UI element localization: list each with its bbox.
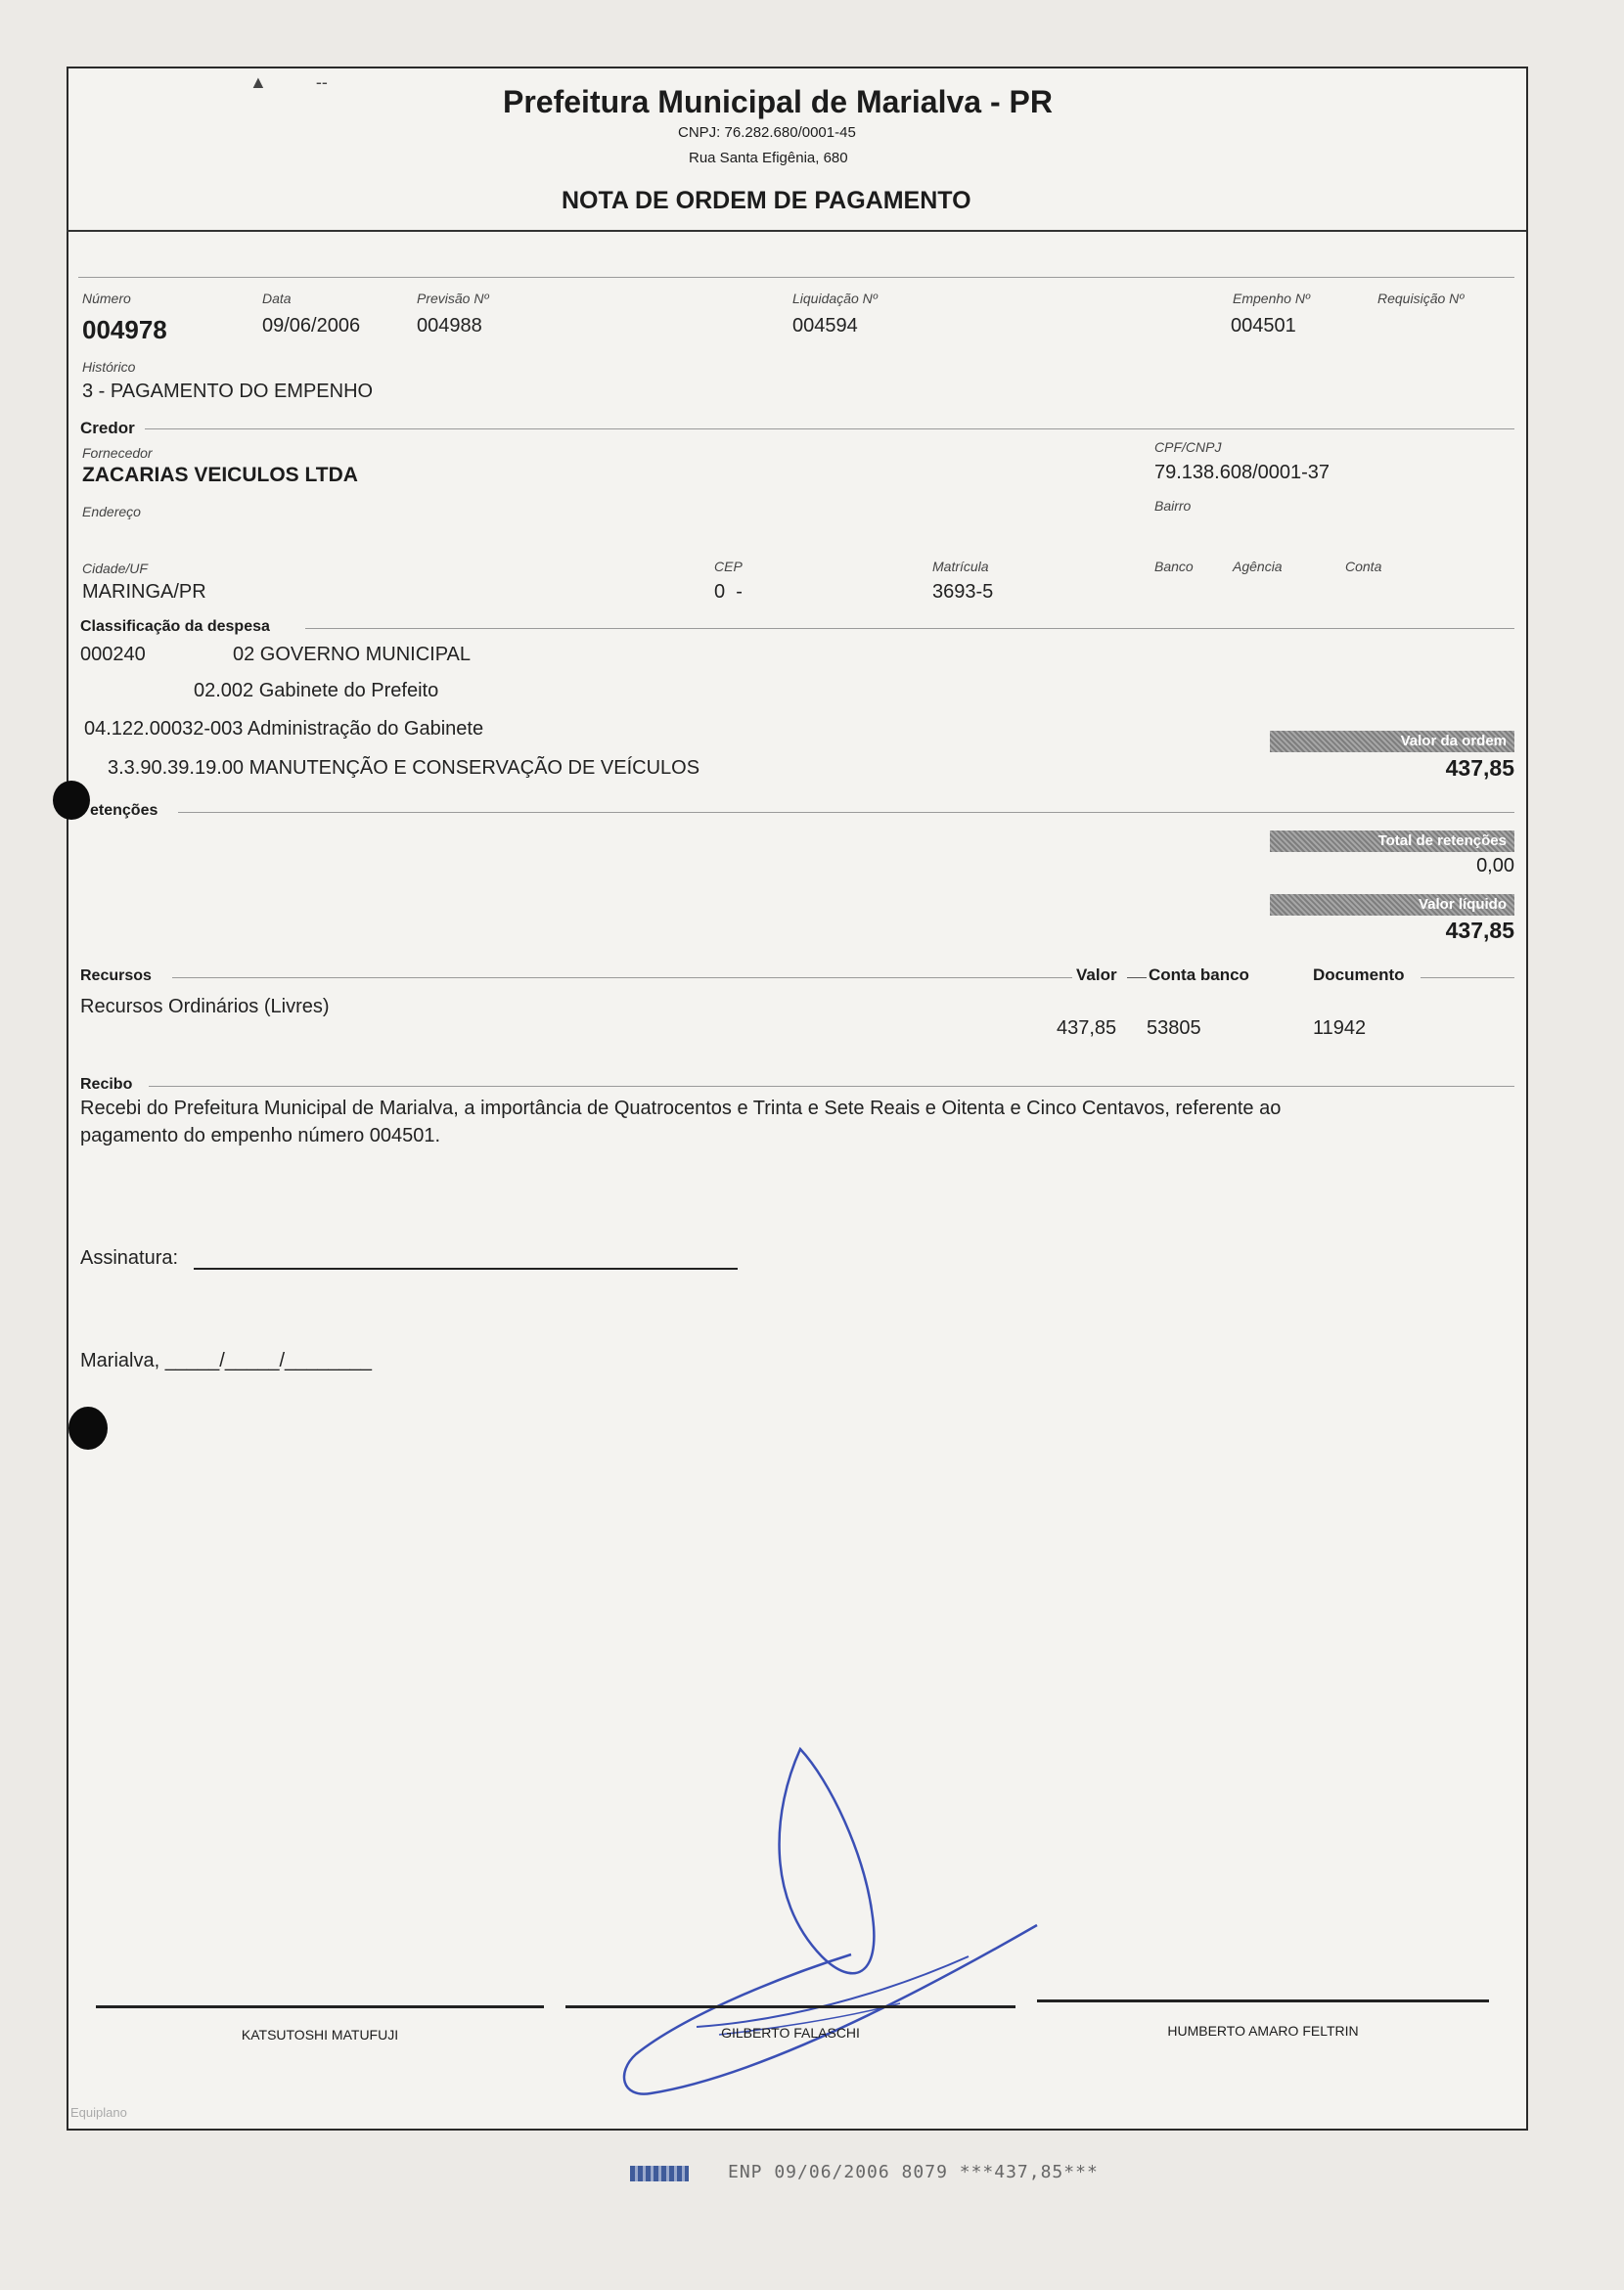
signature-line-1 bbox=[96, 2005, 544, 2008]
punch-hole bbox=[53, 781, 90, 820]
classificacao-elemento: 3.3.90.39.19.00 MANUTENÇÃO E CONSERVAÇÃO DE VEÍCULOS bbox=[108, 757, 700, 779]
bairro-label: Bairro bbox=[1154, 498, 1192, 514]
historico-value: 3 - PAGAMENTO DO EMPENHO bbox=[82, 381, 374, 402]
punch-hole-2 bbox=[68, 1407, 108, 1450]
header-scan-marks: ▲ ‐‐ bbox=[249, 72, 328, 92]
recibo-rule bbox=[149, 1086, 1514, 1087]
previsao-value: 004988 bbox=[417, 315, 482, 337]
assinatura-label: Assinatura: bbox=[80, 1247, 179, 1269]
signature-line-2 bbox=[565, 2005, 1015, 2008]
data-label: Data bbox=[262, 291, 292, 306]
recursos-documento: 11942 bbox=[1313, 1017, 1367, 1039]
previsao-label: Previsão Nº bbox=[417, 291, 489, 306]
historico-label: Histórico bbox=[82, 359, 136, 375]
local-data-label: Marialva, _____/_____/________ bbox=[80, 1350, 373, 1371]
valor-ordem-label: Valor da ordem bbox=[1270, 731, 1514, 752]
address-text: Rua Santa Efigênia, 680 bbox=[689, 150, 848, 166]
header-divider bbox=[67, 230, 1526, 232]
matricula-label: Matrícula bbox=[932, 559, 989, 574]
recursos-rule bbox=[172, 977, 1072, 978]
classificacao-unidade: 02.002 Gabinete do Prefeito bbox=[194, 680, 439, 701]
recursos-conta-label: Conta banco bbox=[1149, 965, 1249, 984]
liquidacao-value: 004594 bbox=[792, 315, 858, 337]
total-retencoes-label: Total de retenções bbox=[1270, 831, 1514, 852]
retencoes-rule bbox=[178, 812, 1514, 813]
credor-section-title: Credor bbox=[80, 419, 135, 437]
recursos-rule-2 bbox=[1127, 977, 1147, 978]
recibo-text-line-1: Recebi do Prefeitura Municipal de Marialva, a importância de Quatrocentos e Trinta e Sete Reais e Oitenta e Cinco Centavos, referente ao bbox=[80, 1098, 1282, 1119]
footer-small-text: Equiplano bbox=[70, 2105, 127, 2120]
valor-liquido-label: Valor líquido bbox=[1270, 894, 1514, 916]
classificacao-rule bbox=[305, 628, 1514, 629]
recursos-documento-label: Documento bbox=[1313, 965, 1405, 984]
cnpj-text: CNPJ: 76.282.680/0001-45 bbox=[678, 124, 856, 141]
cpf-value: 79.138.608/0001-37 bbox=[1154, 462, 1331, 483]
classificacao-orgao: 02 GOVERNO MUNICIPAL bbox=[233, 644, 472, 665]
data-value: 09/06/2006 bbox=[262, 315, 361, 337]
valor-ordem-value: 437,85 bbox=[1445, 755, 1514, 781]
page-title: Prefeitura Municipal de Marialva - PR bbox=[503, 84, 1053, 119]
recursos-section-title: Recursos bbox=[80, 967, 152, 984]
cep-label: CEP bbox=[714, 559, 743, 574]
recursos-valor: 437,85 bbox=[1057, 1017, 1117, 1039]
requisicao-label: Requisição Nº bbox=[1377, 291, 1465, 306]
conta-label: Conta bbox=[1345, 559, 1382, 574]
signature-line-3 bbox=[1037, 1999, 1489, 2002]
recursos-descricao: Recursos Ordinários (Livres) bbox=[80, 996, 330, 1017]
cpf-label: CPF/CNPJ bbox=[1154, 439, 1222, 455]
signature-name-2: GILBERTO FALASCHI bbox=[721, 2025, 860, 2041]
classificacao-funcional: 04.122.00032-003 Administração do Gabinete bbox=[84, 718, 484, 740]
empenho-value: 004501 bbox=[1231, 315, 1296, 337]
recursos-conta: 53805 bbox=[1147, 1017, 1201, 1039]
classificacao-code: 000240 bbox=[80, 644, 146, 665]
fornecedor-label: Fornecedor bbox=[82, 445, 153, 461]
liquidacao-label: Liquidação Nº bbox=[792, 291, 878, 306]
agencia-label: Agência bbox=[1233, 559, 1283, 574]
bank-authentication-stamp: ENP 09/06/2006 8079 ***437,85*** bbox=[728, 2162, 1099, 2182]
recibo-section-title: Recibo bbox=[80, 1076, 133, 1093]
retencoes-section-title: etenções bbox=[90, 802, 158, 819]
signature-name-1: KATSUTOSHI MATUFUJI bbox=[241, 2027, 399, 2043]
classificacao-section-title: Classificação da despesa bbox=[80, 618, 270, 635]
endereco-label: Endereço bbox=[82, 504, 141, 519]
total-retencoes-value: 0,00 bbox=[1476, 855, 1514, 876]
numero-value: 004978 bbox=[82, 315, 167, 344]
banco-label: Banco bbox=[1154, 559, 1194, 574]
document-title: NOTA DE ORDEM DE PAGAMENTO bbox=[562, 187, 971, 214]
order-top-rule bbox=[78, 277, 1514, 278]
valor-liquido-value: 437,85 bbox=[1445, 918, 1514, 943]
fornecedor-value: ZACARIAS VEICULOS LTDA bbox=[82, 464, 358, 486]
empenho-label: Empenho Nº bbox=[1233, 291, 1311, 306]
recibo-text-line-2: pagamento do empenho número 004501. bbox=[80, 1125, 441, 1146]
recursos-rule-3 bbox=[1421, 977, 1514, 978]
cidade-label: Cidade/UF bbox=[82, 561, 148, 576]
credor-rule bbox=[145, 428, 1514, 429]
matricula-value: 3693-5 bbox=[932, 581, 994, 603]
signature-name-3: HUMBERTO AMARO FELTRIN bbox=[1167, 2023, 1359, 2039]
cep-value: 0 - bbox=[714, 581, 743, 603]
bank-logo-icon bbox=[630, 2166, 689, 2181]
recursos-valor-label: Valor bbox=[1076, 965, 1117, 984]
numero-label: Número bbox=[82, 291, 131, 306]
assinatura-line bbox=[194, 1268, 738, 1270]
cidade-value: MARINGA/PR bbox=[82, 581, 206, 603]
